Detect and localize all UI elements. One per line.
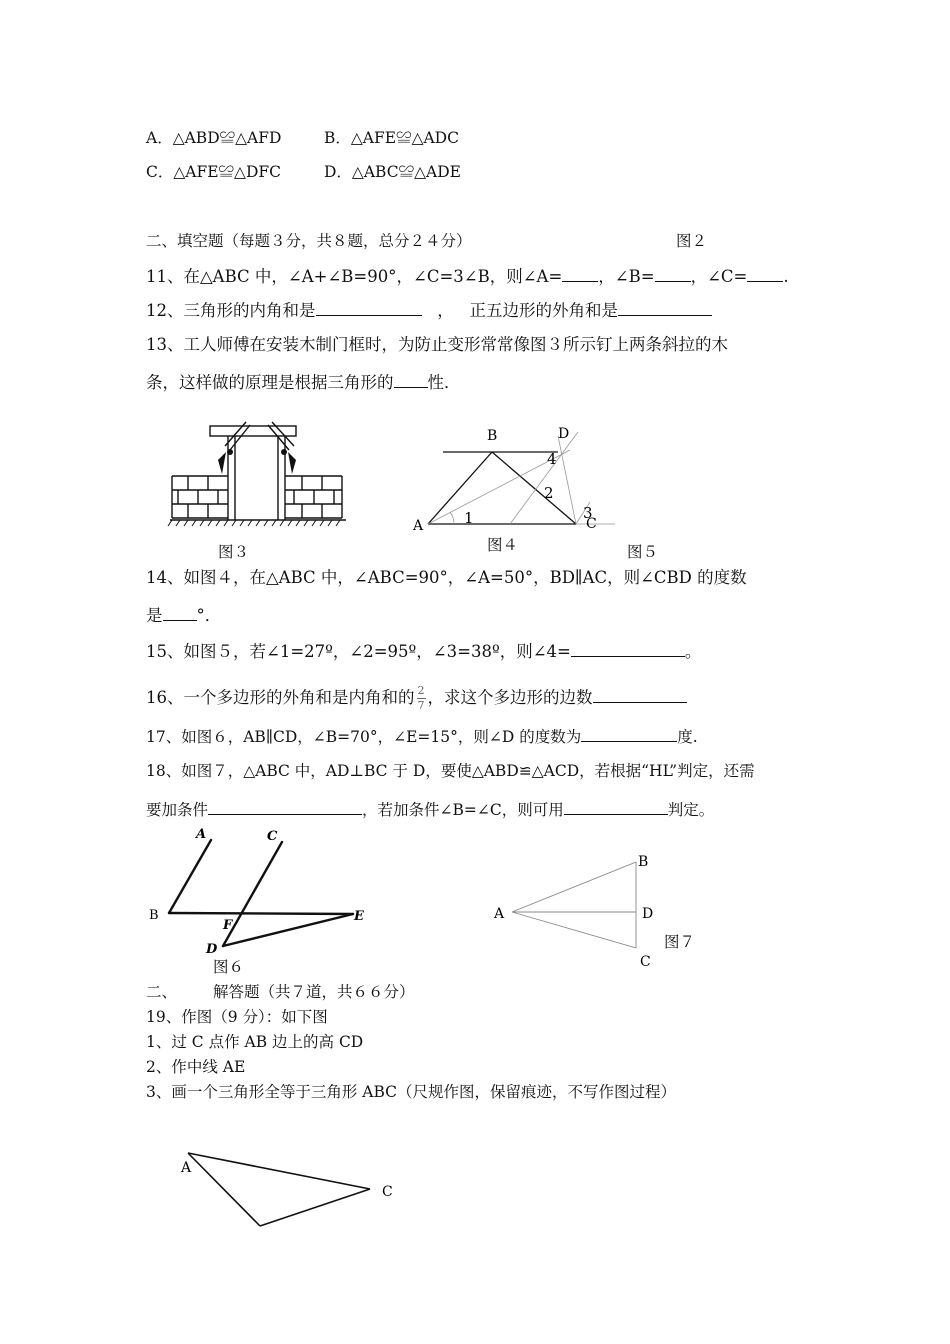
answer-blank[interactable] [564,798,668,815]
question-19-title: 19、作图（9 分）：如下图 [146,1008,328,1026]
question-13-line1: 13、工人师傅在安装木制门框时，为防止变形常常像图３所示钉上两条斜拉的木 [146,335,728,354]
answer-blank[interactable] [747,265,783,282]
question-14-line1: 14、如图４，在△ABC 中，∠ABC=90°，∠A=50°，BD∥AC，则∠CBD 的度数 [146,568,747,587]
fig5-label-4: 4 [547,450,557,468]
answer-blank[interactable] [163,604,197,621]
fig6-label-f: F [223,918,233,933]
figure-19-triangle [178,1145,408,1235]
question-17: 17、如图６，AB∥CD，∠B=70°，∠E=15°，则∠D 的度数为 度. [146,725,698,747]
option-b: B．△AFE≌△ADC [324,129,459,147]
section-3-title: 二、 解答题（共７道，共６６分） [146,983,415,1001]
question-18-line2: 要加条件 ，若加条件∠B=∠C，则可用 判定。 [146,798,714,820]
fraction-two-sevenths: $\frac{2}{7}$ [417,684,425,712]
question-12: 12、三角形的内角和是 ， 正五边形的外角和是 [146,299,712,321]
fig6-label-d: D [206,942,218,957]
option-c: C．△AFE≌△DFC [146,163,282,181]
answer-blank[interactable] [562,265,598,282]
fig5-label-2: 2 [544,484,554,502]
option-d: D．△ABC≌△ADE [324,163,461,181]
fig19-label-a: A [181,1160,192,1176]
question-13-line2: 条，这样做的原理是根据三角形的 性． [146,373,461,392]
answer-blank[interactable] [655,265,691,282]
fig4-caption: 图４ [487,536,519,554]
figure-4-triangle [410,420,630,535]
fig4-label-d: D [558,426,570,442]
fig4-label-b: B [487,428,498,444]
fig3-caption: 图３ [218,543,250,561]
fig4-label-c: C [586,516,597,532]
fig2-caption: 图２ [676,232,708,250]
fig19-label-c: C [382,1184,393,1200]
question-18-line1: 18、如图７，△ABC 中，AD⊥BC 于 D，要使△ABD≌△ACD，若根据“HL”判定，还需 [146,762,755,780]
question-14-line2: 是 °． [146,606,222,625]
figure-3-door-frame [170,420,350,532]
question-11: 11、在△ABC 中，∠A+∠B=90°，∠C=3∠B，则∠A= ，∠B= ，∠C= . [146,267,789,286]
answer-blank[interactable] [581,725,677,742]
answer-blank[interactable] [593,686,687,703]
question-19-item-3: 3、画一个三角形全等于三角形 ABC（尺规作图，保留痕迹，不写作图过程） [146,1083,677,1101]
fig6-label-c: C [267,829,278,844]
fig6-label-a: A [196,827,207,842]
fig7-label-c: C [640,954,651,970]
fig7-label-b: B [638,854,649,870]
answer-blank[interactable] [394,371,428,388]
fig6-caption: 图６ [213,958,245,976]
fig7-label-a: A [494,906,505,922]
fig4-label-a: A [413,518,424,534]
fig6-label-e: E [354,909,364,924]
fig5-label-1: 1 [464,509,474,527]
question-15: 15、如图５，若∠1=27º，∠2=95º，∠3=38º，则∠4= 。 [146,642,702,661]
question-19-item-2: 2、作中线 AE [146,1058,246,1076]
fig6-label-b: B [149,908,159,923]
fig5-caption: 图５ [627,543,659,561]
question-19-item-1: 1、过 C 点作 AB 边上的高 CD [146,1033,364,1051]
answer-blank[interactable] [208,798,362,815]
option-a: A．△ABD≌△AFD [146,129,282,147]
question-16: 16、一个多边形的外角和是内角和的 $\frac{2}{7}$ ，求这个多边形的边数 [146,685,687,712]
fig5-label-3: 3 [583,504,593,522]
answer-blank[interactable] [618,299,712,316]
answer-blank[interactable] [316,299,422,316]
figure-6-parallel-lines [145,828,385,958]
fig7-label-d: D [642,906,654,922]
fig7-caption: 图７ [664,933,696,951]
answer-blank[interactable] [571,640,685,657]
section-2-title: 二、填空题（每题３分，共８题，总分２４分） [146,232,472,250]
